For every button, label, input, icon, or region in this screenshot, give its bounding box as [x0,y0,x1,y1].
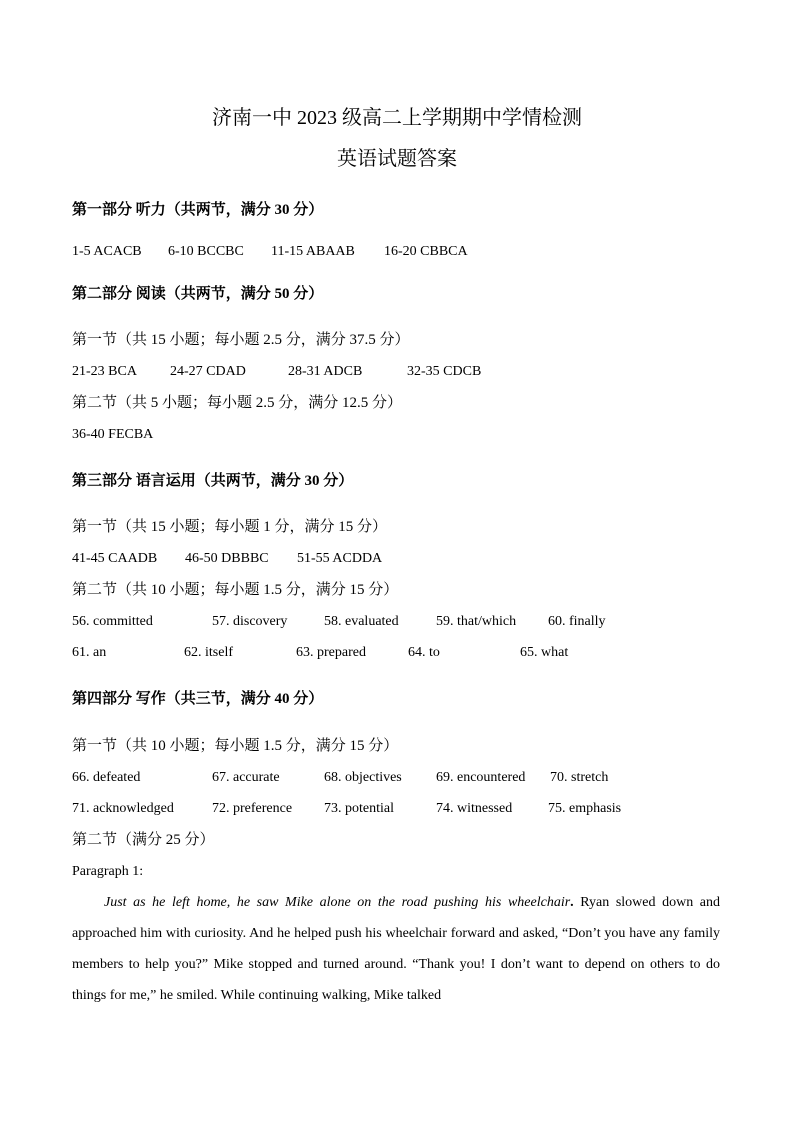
answer-group: 16-20 CBBCA [384,244,468,259]
answer-item: 69. encountered [436,770,526,785]
answer-item: 73. potential [324,801,394,816]
part3-heading: 第三部分 语言运用（共两节，满分 30 分） [72,473,354,489]
part3-section2-title: 第二节（共 10 小题；每小题 1.5 分，满分 15 分） [72,582,399,598]
part3-section1-title: 第一节（共 15 小题；每小题 1 分，满分 15 分） [72,519,388,535]
answer-item: 62. itself [184,645,233,660]
answer-group: 21-23 BCA [72,364,137,379]
document-subtitle: 英语试题答案 [337,148,457,170]
answer-group: 11-15 ABAAB [271,244,355,259]
answer-item: 63. prepared [296,645,366,660]
part4-section1-row1 [72,768,722,788]
paragraph-lead-sentence: Just as he left home, he saw Mike alone on the road pushing his wheelchair [104,895,571,910]
part3-section2-row2 [72,643,722,663]
answer-item: 67. accurate [212,770,280,785]
part4-heading: 第四部分 写作（共三节，满分 40 分） [72,691,324,707]
answer-group: 36-40 FECBA [72,427,154,442]
part2-heading: 第二部分 阅读（共两节，满分 50 分） [72,286,324,302]
answer-item: 66. defeated [72,770,141,785]
paragraph-body: Ryan slowed down and approached him with curiosity. And he helped push his wheelchair forward and asked, “Don’t you have any family members to help you?” Mike stopped and turned around. “Thank you! I don’t want to depend on others to do things for me,” he smiled. While continuing walking, Mike talked [72,895,721,1003]
answer-item: 74. witnessed [436,801,513,816]
part1-answers-row [72,242,722,262]
answer-item: 68. objectives [324,770,402,785]
part2-section1-title: 第一节（共 15 小题；每小题 2.5 分，满分 37.5 分） [72,332,410,348]
answer-group: 51-55 ACDDA [297,551,383,566]
answer-item: 70. stretch [550,770,609,785]
answer-item: 57. discovery [212,614,288,629]
answer-item: 75. emphasis [548,801,622,816]
answer-group: 1-5 ACACB [72,244,142,259]
answer-group: 41-45 CAADB [72,551,158,566]
part4-section1-row2 [72,799,722,819]
answer-group: 28-31 ADCB [288,364,363,379]
answer-item: 65. what [520,645,569,660]
answer-item: 61. an [72,645,107,660]
paragraph-label-row [72,862,722,882]
part2-section2-title: 第二节（共 5 小题；每小题 2.5 分，满分 12.5 分） [72,395,403,411]
answer-item: 59. that/which [436,614,517,629]
answer-item: 56. committed [72,614,153,629]
part3-section2-row1 [72,612,722,632]
answer-item: 72. preference [212,801,293,816]
part4-section1-title: 第一节（共 10 小题；每小题 1.5 分，满分 15 分） [72,738,399,754]
part3-section1-answers-row [72,549,722,569]
part2-section1-answers-row [72,362,722,382]
answer-item: 58. evaluated [324,614,399,629]
answer-group: 6-10 BCCBC [168,244,244,259]
answer-item: 64. to [408,645,440,660]
answer-item: 60. finally [548,614,606,629]
answer-group: 32-35 CDCB [407,364,482,379]
paragraph-label: Paragraph 1: [72,864,144,879]
answer-group: 46-50 DBBBC [185,551,269,566]
answer-item: 71. acknowledged [72,801,174,816]
document-title: 济南一中 2023 级高二上学期期中学情检测 [212,107,582,129]
paragraph-1-text [72,887,720,1011]
paragraph-lead-period: . [570,895,574,910]
part2-section2-answers-row [72,425,722,445]
part4-section2-title: 第二节（满分 25 分） [72,832,215,848]
part1-heading: 第一部分 听力（共两节，满分 30 分） [72,202,324,218]
answer-group: 24-27 CDAD [170,364,246,379]
